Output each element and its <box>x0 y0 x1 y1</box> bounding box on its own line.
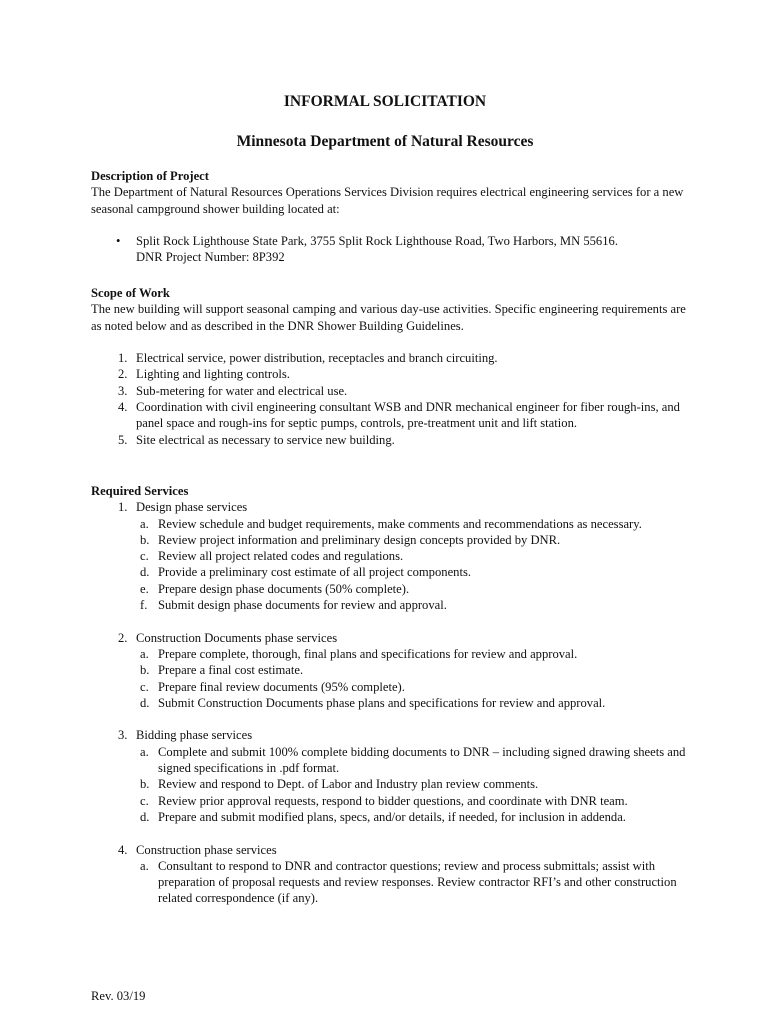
item-number: d. <box>140 695 150 710</box>
service-task <box>136 793 691 809</box>
item-number: a. <box>140 744 149 759</box>
item-number: 2. <box>118 367 128 382</box>
item-text: Design phase services <box>136 500 248 515</box>
item-number: 3. <box>118 728 128 743</box>
item-text: Construction Documents phase services <box>136 630 338 645</box>
item-number: e. <box>140 581 149 596</box>
service-phase <box>91 499 691 515</box>
services-list <box>91 499 691 906</box>
scope-heading: Scope of Work <box>91 286 170 300</box>
item-number: 2. <box>118 630 128 645</box>
item-number: b. <box>140 777 150 792</box>
item-text: Review project information and preliminary design concepts provided by DNR. <box>158 532 561 547</box>
service-task <box>136 858 691 907</box>
item-number: c. <box>140 793 149 808</box>
item-number: f. <box>140 598 148 613</box>
service-task <box>136 516 691 532</box>
description-section <box>91 168 691 266</box>
item-number: d. <box>140 565 150 580</box>
location-bullet <box>91 233 691 266</box>
service-task <box>136 581 691 597</box>
scope-text: The new building will support seasonal camping and various day-use activities. Specific engineering requirements are as noted below and as described in the DNR Shower Building Guidelines. <box>91 302 686 333</box>
scope-item <box>91 383 691 399</box>
item-number: 4. <box>118 400 128 415</box>
service-task <box>136 744 691 777</box>
scope-item <box>91 366 691 382</box>
item-number: a. <box>140 858 149 873</box>
item-text: Bidding phase services <box>136 728 253 743</box>
item-text: Prepare a final cost estimate. <box>158 663 304 678</box>
item-text: Coordination with civil engineering consultant WSB and DNR mechanical engineer for fiber rough-ins, and panel space and rough-ins for septic pumps, controls, pre-treatment unit and lift station. <box>136 400 680 431</box>
item-text: Electrical service, power distribution, receptacles and branch circuiting. <box>136 351 498 366</box>
item-number: 4. <box>118 842 128 857</box>
service-task <box>136 809 691 825</box>
item-number: 1. <box>118 351 128 366</box>
item-number: 5. <box>118 432 128 447</box>
description-heading: Description of Project <box>91 169 209 183</box>
item-text: Sub-metering for water and electrical use. <box>136 383 348 398</box>
services-heading: Required Services <box>91 484 189 498</box>
location-line: Split Rock Lighthouse State Park, 3755 Split Rock Lighthouse Road, Two Harbors, MN 55616. <box>136 234 618 249</box>
scope-item <box>91 432 691 448</box>
services-section <box>91 483 691 907</box>
item-text: Consultant to respond to DNR and contractor questions; review and process submittals; assist with preparation of proposal requests and review responses. Review contractor RFI’s and other construction related correspondence (if any). <box>158 858 677 906</box>
item-number: c. <box>140 679 149 694</box>
item-text: Site electrical as necessary to service new building. <box>136 432 395 447</box>
service-task <box>136 646 691 662</box>
service-task <box>136 532 691 548</box>
item-text: Submit Construction Documents phase plans and specifications for review and approval. <box>158 695 606 710</box>
service-task <box>136 776 691 792</box>
item-text: Lighting and lighting controls. <box>136 367 290 382</box>
item-number: c. <box>140 549 149 564</box>
service-task <box>136 662 691 678</box>
item-number: 1. <box>118 500 128 515</box>
service-task <box>136 695 691 711</box>
service-task <box>136 564 691 580</box>
item-text: Review all project related codes and regulations. <box>158 549 404 564</box>
service-task <box>136 597 691 613</box>
item-text: Complete and submit 100% complete bidding documents to DNR – including signed drawing sheets and signed specifications in .pdf format. <box>158 744 686 776</box>
service-phase <box>91 842 691 858</box>
description-text: The Department of Natural Resources Operations Services Division requires electrical engineering services for a new seasonal campground shower building located at: <box>91 185 684 216</box>
item-text: Construction phase services <box>136 842 277 857</box>
scope-list <box>91 350 691 448</box>
project-number-line: DNR Project Number: 8P392 <box>136 250 285 265</box>
service-phase <box>91 727 691 743</box>
item-number: a. <box>140 646 149 661</box>
document-subtitle: Minnesota Department of Natural Resources <box>236 133 534 150</box>
item-number: 3. <box>118 383 128 398</box>
item-text: Submit design phase documents for review and approval. <box>158 598 447 613</box>
item-number: b. <box>140 663 150 678</box>
item-text: Prepare design phase documents (50% complete). <box>158 581 410 596</box>
scope-item <box>91 350 691 366</box>
item-text: Prepare and submit modified plans, specs, and/or details, if needed, for inclusion in addenda. <box>158 809 626 824</box>
bullet-icon: • <box>116 234 121 249</box>
item-number: a. <box>140 516 149 531</box>
item-number: b. <box>140 532 150 547</box>
item-text: Review prior approval requests, respond to bidder questions, and coordinate with DNR team. <box>158 793 628 808</box>
item-text: Provide a preliminary cost estimate of all project components. <box>158 565 472 580</box>
scope-section <box>91 285 691 448</box>
item-number: d. <box>140 809 150 824</box>
item-text: Prepare final review documents (95% complete). <box>158 679 405 694</box>
revision-footer: Rev. 03/19 <box>91 989 146 1003</box>
service-task <box>136 679 691 695</box>
service-task <box>136 548 691 564</box>
service-phase <box>91 630 691 646</box>
item-text: Review and respond to Dept. of Labor and Industry plan review comments. <box>158 777 539 792</box>
document-title: INFORMAL SOLICITATION <box>283 93 487 110</box>
scope-item <box>91 399 691 432</box>
item-text: Prepare complete, thorough, final plans and specifications for review and approval. <box>158 646 578 661</box>
item-text: Review schedule and budget requirements, make comments and recommendations as necessary. <box>158 516 642 531</box>
